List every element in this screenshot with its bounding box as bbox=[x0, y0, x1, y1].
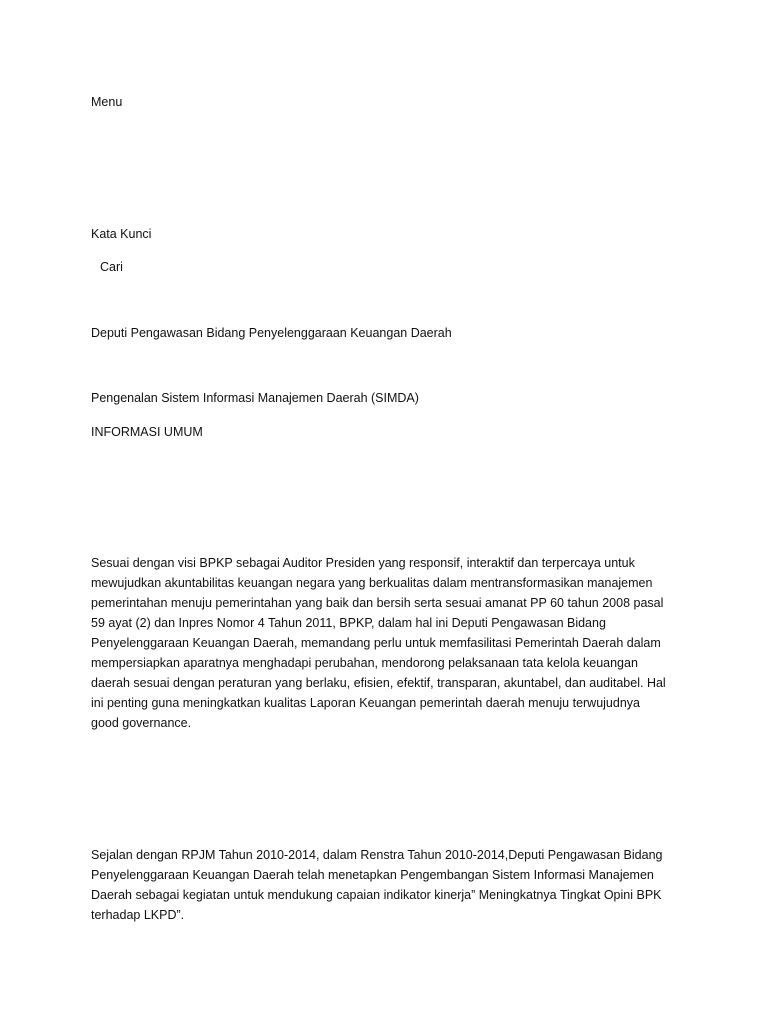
keyword-label: Kata Kunci bbox=[91, 227, 152, 241]
paragraph-1-line: mewujudkan akuntabilitas keuangan negara yang berkualitas dalam mentransformasikan manajemen bbox=[91, 576, 653, 590]
paragraph-1-line: 59 ayat (2) dan Inpres Nomor 4 Tahun 2011, BPKP, dalam hal ini Deputi Pengawasan Bidang bbox=[91, 616, 606, 630]
deputy-heading: Deputi Pengawasan Bidang Penyelenggaraan Keuangan Daerah bbox=[91, 326, 452, 340]
paragraph-2-line: Sejalan dengan RPJM Tahun 2010-2014, dalam Renstra Tahun 2010-2014,Deputi Pengawasan Bidang bbox=[91, 848, 663, 862]
paragraph-1-line: pemerintahan menuju pemerintahan yang baik dan bersih serta sesuai amanat PP 60 tahun 2008 pasal bbox=[91, 596, 664, 610]
paragraph-1-line: good governance. bbox=[91, 716, 192, 730]
paragraph-1-line: Sesuai dengan visi BPKP sebagai Auditor Presiden yang responsif, interaktif dan terpercaya untuk bbox=[91, 556, 635, 570]
paragraph-1 bbox=[91, 553, 691, 733]
paragraph-1-line: Penyelenggaraan Keuangan Daerah, memandang perlu untuk memfasilitasi Pemerintah Daerah dalam bbox=[91, 636, 661, 650]
paragraph-1-line: daerah sesuai dengan peraturan yang berlaku, efisien, efektif, transparan, akuntabel, dan auditabel. Hal bbox=[91, 676, 666, 690]
menu-link[interactable]: Menu bbox=[91, 95, 123, 109]
simda-heading: Pengenalan Sistem Informasi Manajemen Daerah (SIMDA) bbox=[91, 391, 419, 405]
paragraph-1-line: mempersiapkan aparatnya menghadapi perubahan, mendorong pelaksanaan tata kelola keuangan bbox=[91, 656, 638, 670]
general-info-heading: INFORMASI UMUM bbox=[91, 425, 203, 439]
paragraph-2-line: Penyelenggaraan Keuangan Daerah telah menetapkan Pengembangan Sistem Informasi Manajemen bbox=[91, 868, 654, 882]
paragraph-2-line: Daerah sebagai kegiatan untuk mendukung capaian indikator kinerja” Meningkatnya Tingkat Opini BPK bbox=[91, 888, 662, 902]
paragraph-1-line: ini penting guna meningkatkan kualitas Laporan Keuangan pemerintah daerah menuju terwujudnya bbox=[91, 696, 640, 710]
search-button[interactable]: Cari bbox=[100, 260, 123, 274]
paragraph-2 bbox=[91, 845, 691, 925]
paragraph-2-line: terhadap LKPD”. bbox=[91, 908, 185, 922]
